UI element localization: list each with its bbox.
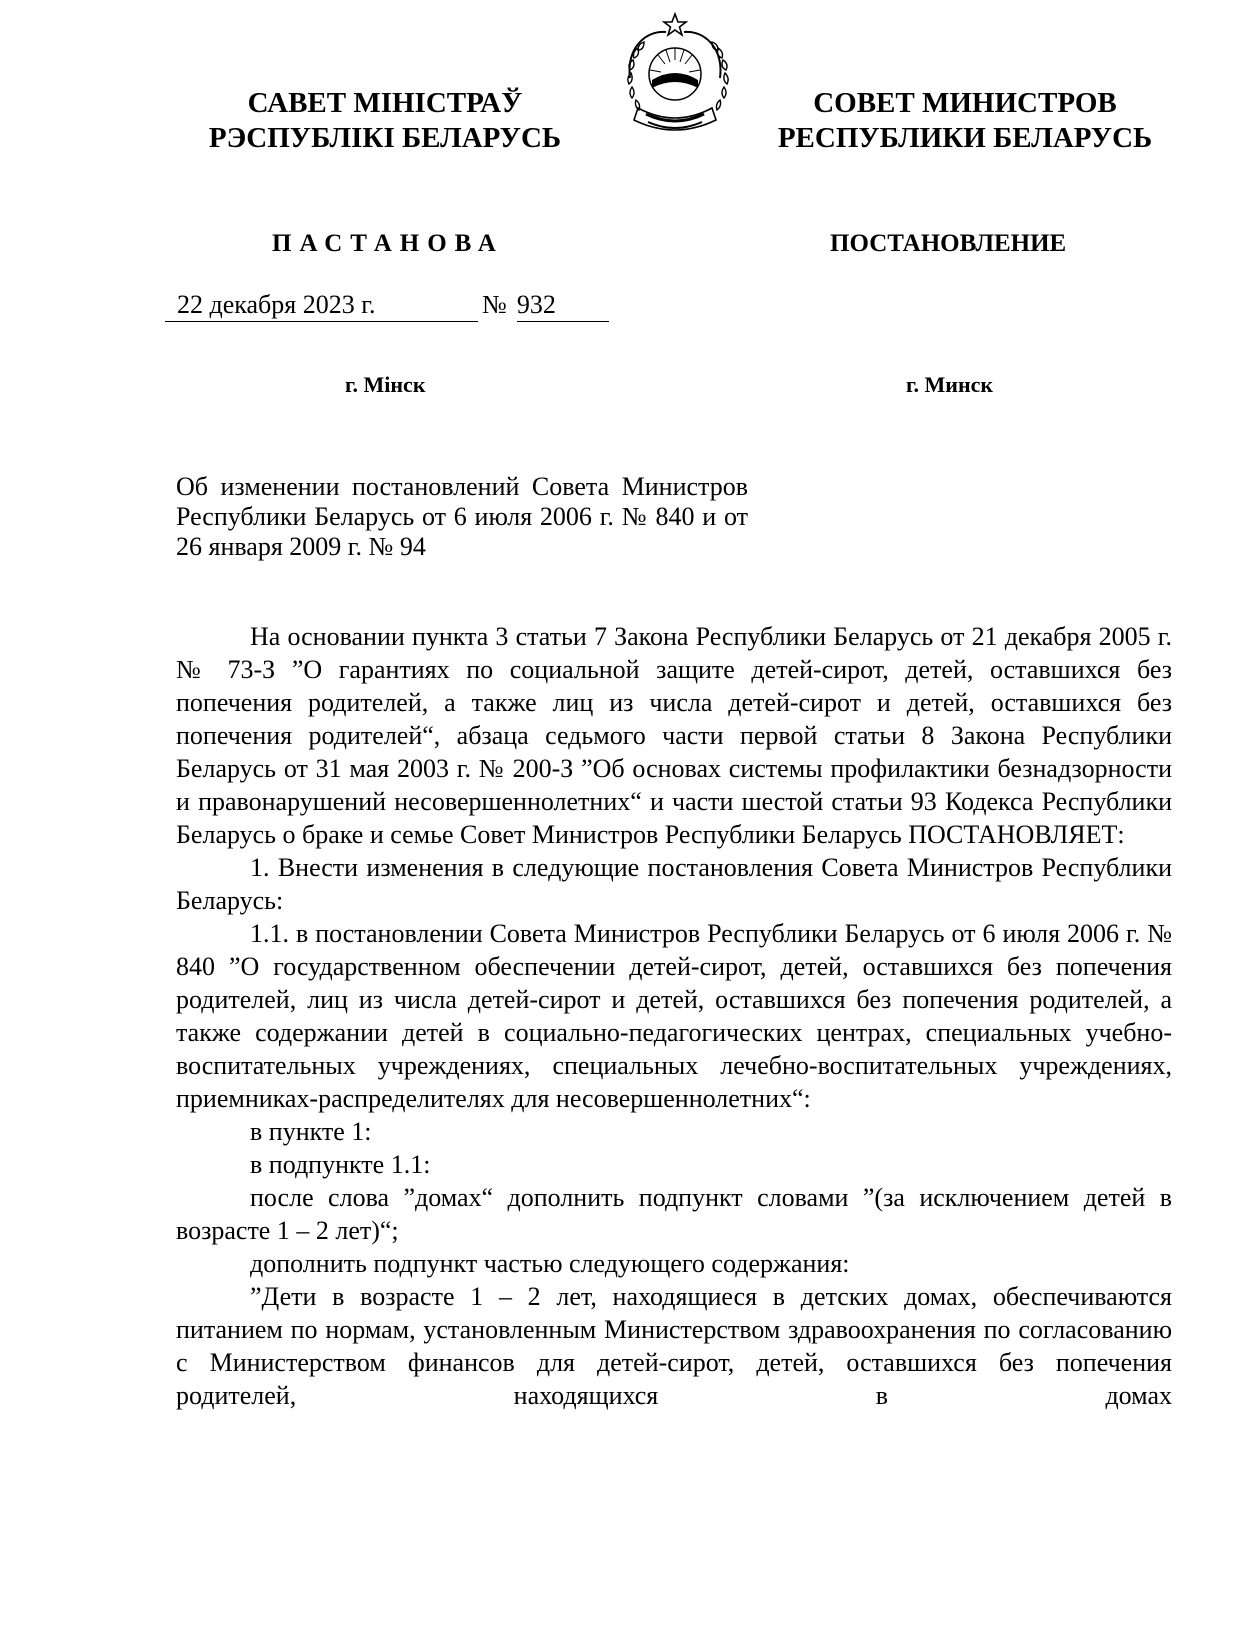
document-subject: Об изменении постановлений Совета Министров Республики Беларусь от 6 июля 2006 г. № 840 и от 26 января 2009 г. № 94 (176, 472, 748, 561)
issuer-header-belarusian (180, 86, 590, 156)
document-date: 22 декабря 2023 г. (165, 290, 478, 322)
issuer-line-2: РЭСПУБЛІКІ БЕЛАРУСЬ (208, 122, 562, 154)
document-body (176, 620, 1172, 1412)
body-paragraph: 1.1. в постановлении Совета Министров Республики Беларусь от 6 июля 2006 г. № 840 ”О государственном обеспечении детей-сирот, детей, оставшихся без попечения родителей, лиц из числа детей-сирот и детей, оставшихся без попечения родителей, а также содержании детей в социально-педагогических центрах, специальных учебно-воспитательных учреждениях, специальных лечебно-воспитательных учреждениях, приемниках-распределителях для несовершеннолетних“: (176, 919, 1172, 1113)
city-russian: г. Минск (906, 372, 994, 397)
document-type-belarusian: ПАСТАНОВА (272, 230, 504, 257)
issuer-line-1: САВЕТ МІНІСТРАЎ (247, 87, 523, 119)
state-emblem-icon (608, 8, 742, 142)
body-paragraph: 1. Внести изменения в следующие постановления Совета Министров Республики Беларусь: (176, 853, 1172, 915)
document-type-russian: ПОСТАНОВЛЕНИЕ (830, 230, 1067, 257)
date-number-line (165, 290, 609, 324)
body-paragraph: На основании пункта 3 статьи 7 Закона Республики Беларусь от 21 декабря 2005 г. № 73-З ”О гарантиях по социальной защите детей-сирот, детей, оставшихся без попечения родителей, а также лиц из числа детей-сирот и детей, оставшихся без попечения родителей“, абзаца седьмого части первой статьи 8 Закона Республики Беларусь от 31 мая 2003 г. № 200-З ”Об основах системы профилактики безнадзорности и правонарушений несовершеннолетних“ и части шестой статьи 93 Кодекса Республики Беларусь о браке и семье Совет Министров Республики Беларусь ПОСТАНОВЛЯЕТ: (176, 622, 1172, 849)
city-belarusian: г. Мінск (345, 372, 426, 397)
body-paragraph: ”Дети в возрасте 1 – 2 лет, находящиеся в детских домах, обеспечиваются питанием по нормам, установленным Министерством здравоохранения по согласованию с Министерством финансов для детей-сирот, детей, оставшихся без попечения родителей, находящихся в домах (176, 1282, 1172, 1410)
document-number: 932 (517, 290, 609, 322)
body-paragraph: после слова ”домах“ дополнить подпункт словами ”(за исключением детей в возрасте 1 – 2 лет)“; (176, 1183, 1172, 1245)
issuer-header-russian (760, 86, 1170, 156)
body-paragraph: в подпункте 1.1: (250, 1150, 431, 1179)
body-paragraph: в пункте 1: (250, 1117, 372, 1146)
issuer-line-2: РЕСПУБЛИКИ БЕЛАРУСЬ (777, 122, 1153, 154)
body-paragraph: дополнить подпункт частью следующего содержания: (250, 1249, 850, 1278)
number-label: № (482, 290, 507, 319)
issuer-line-1: СОВЕТ МИНИСТРОВ (813, 87, 1117, 119)
